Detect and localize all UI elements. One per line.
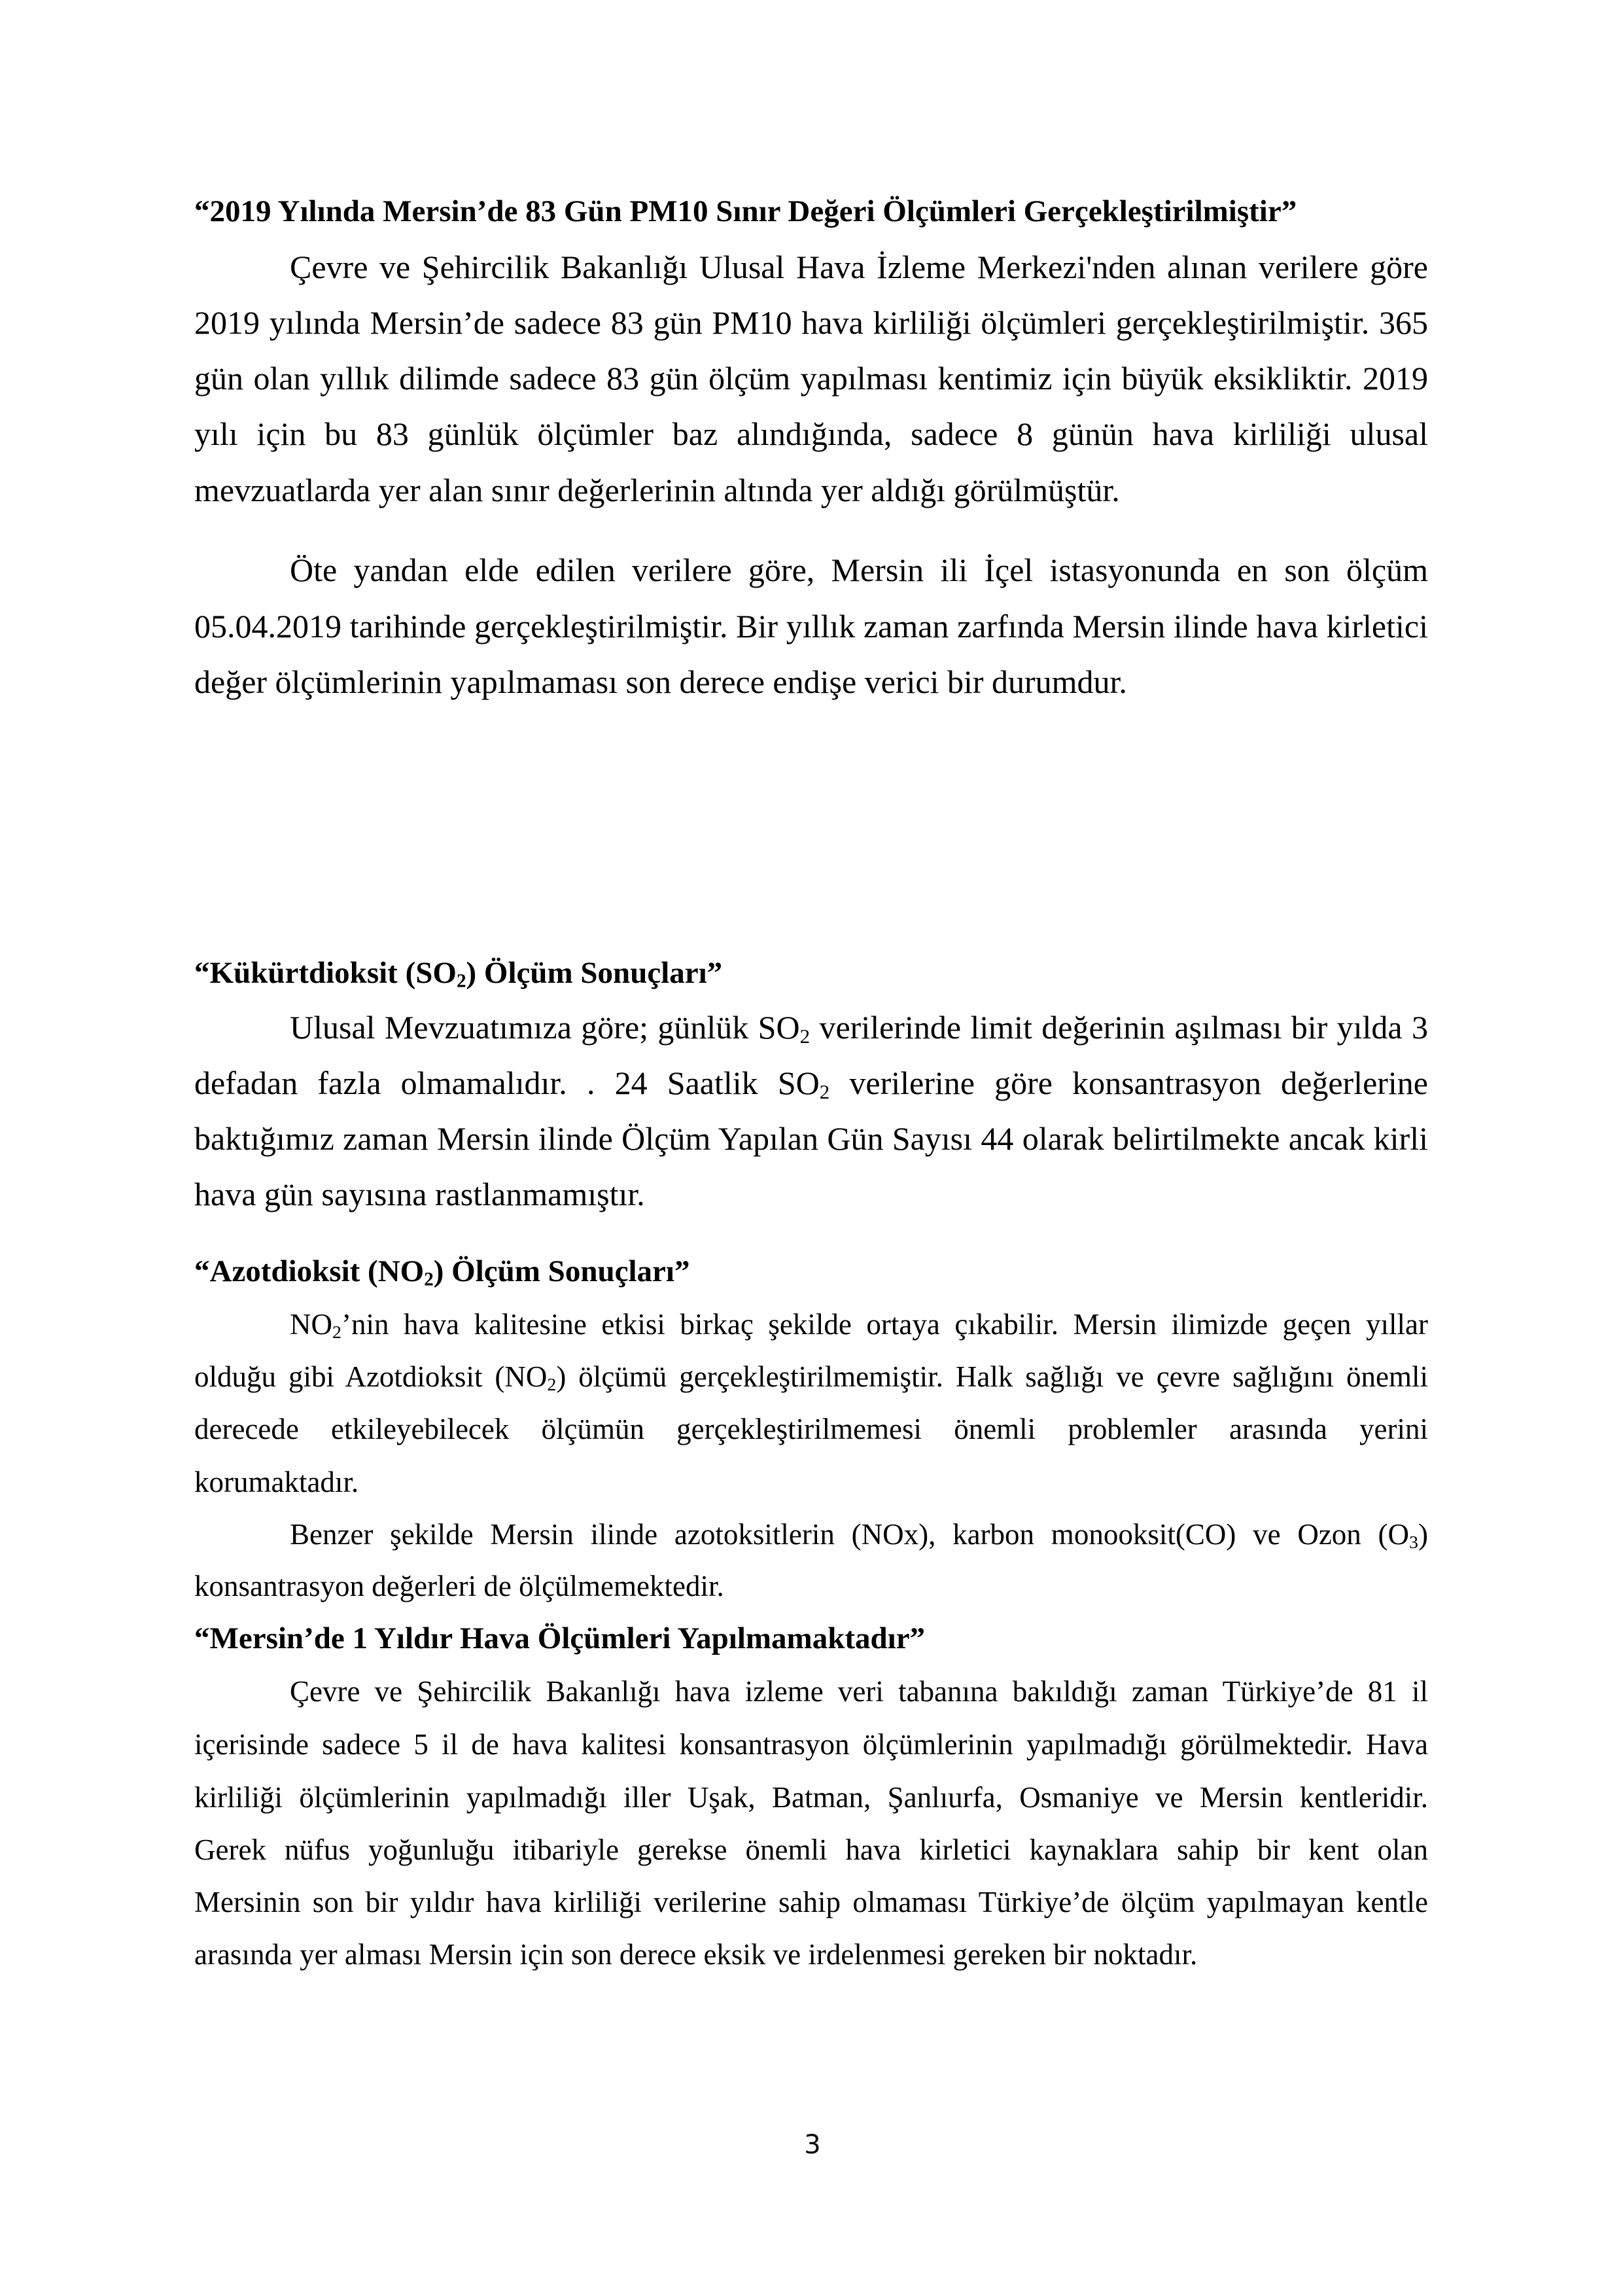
- paragraph-line: Mersinin son bir yıldır hava kirliliği verilerine sahip olmaması Türkiye’de ölçüm yapılmayan kentle: [194, 1886, 1428, 1918]
- subscript: 3: [1409, 1532, 1418, 1553]
- paragraph-line: Çevre ve Şehircilik Bakanlığı Ulusal Hava İzleme Merkezi'nden alınan verilere göre: [290, 249, 1428, 285]
- section-heading-pm10: “2019 Yılında Mersin’de 83 Gün PM10 Sınır Değeri Ölçümleri Gerçekleştirilmiştir”: [194, 194, 1297, 228]
- heading-text: ) Ölçüm Sonuçları”: [466, 956, 723, 990]
- paragraph-line: hava gün sayısına rastlanmamıştır.: [194, 1176, 645, 1212]
- paragraph-line: korumaktadır.: [194, 1466, 359, 1498]
- section-heading-so2: [194, 956, 1428, 992]
- paragraph-line: [290, 1308, 1428, 1343]
- text: ’nin hava kalitesine etkisi birkaç şekilde ortaya çıkabilir. Mersin ilimizde geçen yıllar: [341, 1308, 1428, 1341]
- section-heading-no2: [194, 1254, 1428, 1290]
- paragraph-line: [290, 1518, 1428, 1553]
- paragraph-line: içerisinde sadece 5 il de hava kalitesi konsantrasyon ölçümlerinin yapılmadığı görülmektedir. Hava: [194, 1728, 1428, 1761]
- paragraph-line: [194, 1360, 1429, 1396]
- page-number: 3: [804, 2130, 821, 2160]
- paragraph-line: konsantrasyon değerleri de ölçülmemektedir.: [194, 1570, 724, 1602]
- subscript: 2: [456, 970, 466, 992]
- paragraph-line: Gerek nüfus yoğunluğu itibariyle gerekse önemli hava kirletici kaynaklara sahip bir kent olan: [194, 1833, 1428, 1866]
- paragraph-line: Çevre ve Şehircilik Bakanlığı hava izleme veri tabanına bakıldığı zaman Türkiye’de 81 il: [290, 1675, 1428, 1708]
- text: verilerine göre konsantrasyon değerlerine: [829, 1065, 1428, 1101]
- text: verilerinde limit değerinin aşılması bir yılda 3: [810, 1009, 1428, 1046]
- heading-text: “Azotdioksit (NO: [194, 1254, 425, 1288]
- paragraph-line: değer ölçümlerinin yapılmaması son derece endişe verici bir durumdur.: [194, 663, 1127, 700]
- text: olduğu gibi Azotdioksit (NO: [194, 1360, 548, 1393]
- subscript: 2: [332, 1322, 341, 1343]
- paragraph-line: kirliliği ölçümlerinin yapılmadığı iller Uşak, Batman, Şanlıurfa, Osmaniye ve Mersin kentleridir.: [194, 1781, 1428, 1814]
- paragraph-line: [194, 1065, 1428, 1103]
- paragraph-line: 05.04.2019 tarihinde gerçekleştirilmiştir. Bir yıllık zaman zarfında Mersin ilinde hava kirletici: [194, 608, 1428, 645]
- subscript: 2: [547, 1375, 557, 1396]
- paragraph-line: gün olan yıllık dilimde sadece 83 gün ölçüm yapılması kentimiz için büyük eksikliktir. 2019: [194, 360, 1428, 397]
- text: Benzer şekilde Mersin ilinde azotoksitlerin (NOx), karbon monooksit(CO) ve Ozon (O: [290, 1518, 1410, 1551]
- text: defadan fazla olmamalıdır. . 24 Saatlik SO: [194, 1065, 820, 1101]
- heading-text: ) Ölçüm Sonuçları”: [433, 1254, 690, 1288]
- text: NO: [290, 1308, 332, 1341]
- subscript: 2: [424, 1269, 434, 1290]
- text: ): [1418, 1518, 1428, 1551]
- subscript: 2: [799, 1024, 811, 1048]
- section-heading-mersin: “Mersin’de 1 Yıldır Hava Ölçümleri Yapılmamaktadır”: [194, 1621, 926, 1655]
- subscript: 2: [819, 1080, 830, 1103]
- paragraph-line: 2019 yılında Mersin’de sadece 83 gün PM10 hava kirliliği ölçümleri gerçekleştirilmiştir. 365: [194, 304, 1428, 341]
- heading-text: “Kükürtdioksit (SO: [194, 956, 457, 990]
- paragraph-line: yılı için bu 83 günlük ölçümler baz alındığında, sadece 8 günün hava kirliliği ulusal: [194, 415, 1428, 452]
- paragraph-line: baktığımız zaman Mersin ilinde Ölçüm Yapılan Gün Sayısı 44 olarak belirtilmekte ancak kirli: [194, 1120, 1428, 1157]
- paragraph-line: mevzuatlarda yer alan sınır değerlerinin altında yer aldığı görülmüştür.: [194, 472, 1120, 508]
- paragraph-line: [290, 1009, 1428, 1048]
- paragraph-line: Öte yandan elde edilen verilere göre, Mersin ili İçel istasyonunda en son ölçüm: [290, 552, 1428, 588]
- paragraph-line: derecede etkileyebilecek ölçümün gerçekleştirilmemesi önemli problemler arasında yerini: [194, 1413, 1428, 1445]
- paragraph-line: arasında yer alması Mersin için son derece eksik ve irdelenmesi gereken bir noktadır.: [194, 1938, 1198, 1971]
- text: ) ölçümü gerçekleştirilmemiştir. Halk sağlığı ve çevre sağlığını önemli: [556, 1360, 1429, 1393]
- text: Ulusal Mevzuatımıza göre; günlük SO: [290, 1009, 800, 1046]
